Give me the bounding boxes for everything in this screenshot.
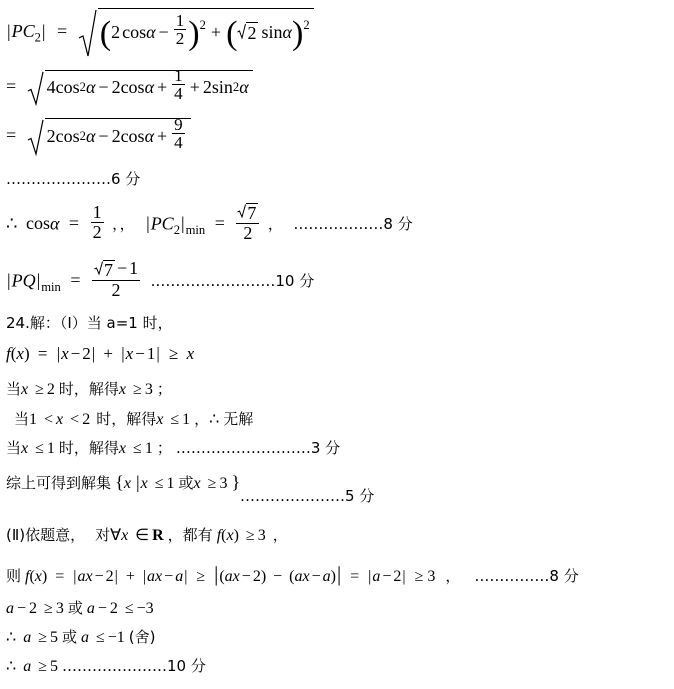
equation-line-3: = 2 cos 2 α − 2 cos α + $\frac{9}{4}$ — [6, 118, 191, 156]
conclusion-line: 综上可得到解集 {x |x ≤ 1 或x ≥ 3 } — [6, 472, 241, 492]
sqrt-symbol: 4 cos 2 α − 2 cos α + $\frac{1}{4}$ + 2 sin 2 α — [27, 70, 253, 106]
equation-line-17: ∴ a ≥ 5 或 a ≤ −1 (舍) — [6, 628, 156, 646]
equation-line-15: 则 f(x) = |ax − 2| + |ax − a| ≥ |(ax − 2) − (ax − a)| = |a − 2| ≥ 3 ， ……………8 分 — [6, 563, 579, 586]
score-note-5: …………………5 分 — [240, 487, 375, 505]
sqrt-symbol: 2 cos 2 α − 2 cos α + $\frac{9}{4}$ — [27, 118, 191, 156]
score-note-10: .……………………10 分 — [150, 272, 315, 291]
equation-line-5: ∴ cosα = $\frac{1}{2}$ ，， $|PC_2|_{min}$ = $\frac{7}{2}$ ， ………………8 分 — [6, 202, 413, 244]
equation-line-18: ∴ a ≥ 5 …………………10 分 — [6, 657, 206, 675]
case-line-1: 当x ≥ 2 时，解得x ≥ 3 ； — [6, 380, 172, 398]
equation-line-8: f(x) = |x − 2| + |x − 1| ≥ x — [6, 344, 195, 363]
equation-line-1: $|PC_2|$ = ( 2 cos α − $\frac{1}{2}$ ) 2 + ( 2 sin α ) 2 — [6, 8, 314, 58]
equation-line-16: a − 2 ≥ 3 或 a − 2 ≤ −3 — [6, 599, 154, 617]
sqrt-symbol: ( 2 cos α − $\frac{1}{2}$ ) 2 + ( 2 sin α ) 2 — [78, 8, 314, 58]
case-line-2: 当1 < x < 2 时，解得x ≤ 1 ，∴ 无解 — [14, 410, 254, 428]
score-note-8: ………………8 分 — [293, 215, 413, 234]
score-note-8b: ……………8 分 — [474, 567, 579, 585]
case-line-3: 当x ≤ 1 时，解得x ≤ 1 ； ………………………3 分 — [6, 439, 341, 457]
equation-line-6: $|PQ|_{min}$ = 7 − 1 2 .……………………10 分 — [7, 258, 315, 301]
score-note-3: ………………………3 分 — [175, 439, 341, 457]
part2-line: (Ⅱ)依题意， 对∀x ∈ R ，都有 f(x) ≥ 3 ， — [6, 526, 288, 544]
score-note-6: …………………6 分 — [6, 170, 141, 188]
score-note-10b: …………………10 分 — [61, 657, 206, 675]
equation-line-2: = 4 cos 2 α − 2 cos α + $\frac{1}{4}$ + 2 sin 2 α — [6, 70, 253, 106]
problem-24-heading: 24.解：（Ⅰ）当 a=1 时， — [6, 314, 173, 332]
